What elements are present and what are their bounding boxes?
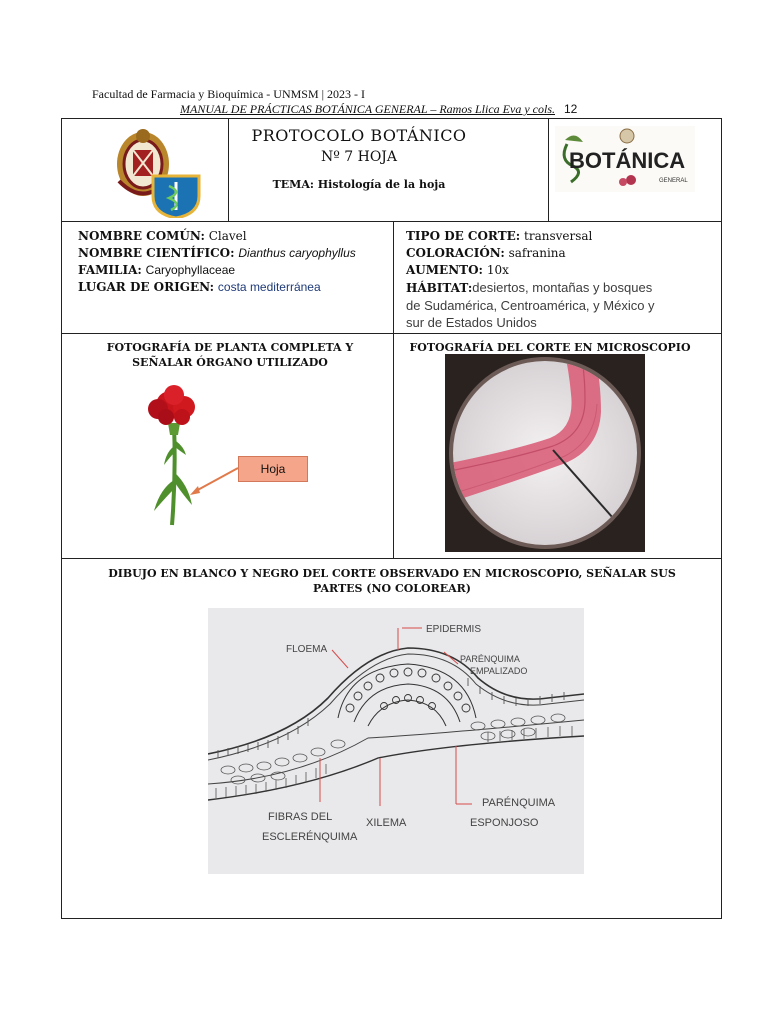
scientific-name-label: NOMBRE CIENTÍFICO: xyxy=(78,246,235,260)
carnation-plant-photo xyxy=(130,385,220,530)
origin-value: costa mediterránea xyxy=(217,280,321,294)
protocol-number: Nº 7 HOJA xyxy=(320,149,398,165)
plant-photo-heading-line1: FOTOGRAFÍA DE PLANTA COMPLETA Y xyxy=(106,341,354,354)
drawing-heading-line2: PARTES (NO COLOREAR) xyxy=(312,582,472,595)
header-manual xyxy=(180,102,577,117)
leaf-section-drawing xyxy=(208,608,584,874)
label-parenquima-esponjoso-1: PARÉNQUIMA xyxy=(482,797,556,809)
label-fibras-1: FIBRAS DEL xyxy=(268,811,333,823)
botanica-logo-sub: GENERAL xyxy=(659,178,688,184)
label-epidermis: EPIDERMIS xyxy=(426,624,482,635)
plant-photo-heading-line2: SEÑALAR ÓRGANO UTILIZADO xyxy=(132,356,328,369)
origin-label: LUGAR DE ORIGEN: xyxy=(78,280,215,294)
family-label: FAMILIA: xyxy=(78,263,142,277)
protocol-theme: TEMA: Histología de la hoja xyxy=(272,178,446,191)
habitat-value-1: desiertos, montañas y bosques xyxy=(472,280,653,295)
habitat-label: HÁBITAT: xyxy=(406,281,473,295)
cut-type-label: TIPO DE CORTE: xyxy=(406,229,521,243)
label-parenquima-empalizado-1: PARÉNQUIMA xyxy=(460,654,520,664)
divider-3 xyxy=(61,558,722,559)
header-faculty: Facultad de Farmacia y Bioquímica - UNMSM | 2023 - I xyxy=(92,87,366,101)
divider-v3 xyxy=(393,221,394,558)
label-xilema: XILEMA xyxy=(366,817,407,829)
zoom-value: 10x xyxy=(486,263,509,277)
common-name-label: NOMBRE COMÚN: xyxy=(78,229,205,243)
divider-v2 xyxy=(548,118,549,221)
info-left xyxy=(78,228,356,296)
label-fibras-2: ESCLERÉNQUIMA xyxy=(262,831,358,843)
microscope-photo xyxy=(445,354,645,552)
page-number: 12 xyxy=(564,102,578,116)
microscope-photo-heading: FOTOGRAFÍA DEL CORTE EN MICROSCOPIO xyxy=(409,341,691,354)
family-value: Caryophyllaceae xyxy=(145,263,236,277)
divider-v1 xyxy=(228,118,229,221)
header-manual-title: MANUAL DE PRÁCTICAS BOTÁNICA GENERAL – Ramos Llica Eva y cols. xyxy=(180,102,555,116)
drawing-heading xyxy=(66,566,718,596)
divider-2 xyxy=(61,333,722,334)
label-parenquima-esponjoso-2: ESPONJOSO xyxy=(470,817,539,829)
habitat-value-2: de Sudamérica, Centroamérica, y México y xyxy=(406,298,655,313)
botanica-logo-text: BOTÁNICA xyxy=(569,148,686,173)
plant-photo-heading xyxy=(80,340,380,370)
drawing-heading-line1: DIBUJO EN BLANCO Y NEGRO DEL CORTE OBSERVADO EN MICROSCOPIO, SEÑALAR SUS xyxy=(108,567,676,580)
botanica-logo xyxy=(555,126,695,192)
label-floema: FLOEMA xyxy=(286,644,328,655)
info-right xyxy=(406,228,718,331)
protocol-title: PROTOCOLO BOTÁNICO xyxy=(251,126,467,145)
cut-type-value: transversal xyxy=(524,229,593,243)
scientific-name-value: Dianthus caryophyllus xyxy=(238,246,356,260)
callout-hoja-label: Hoja xyxy=(238,456,308,482)
university-crest-logo xyxy=(113,126,203,218)
stain-value: safranina xyxy=(508,246,566,260)
zoom-label: AUMENTO: xyxy=(406,263,483,277)
stain-label: COLORACIÓN: xyxy=(406,246,505,260)
divider-1 xyxy=(61,221,722,222)
habitat-value-3: sur de Estados Unidos xyxy=(406,315,537,330)
label-parenquima-empalizado-2: EMPALIZADO xyxy=(470,666,528,676)
common-name-value: Clavel xyxy=(208,229,247,243)
callout-arrow xyxy=(188,464,240,498)
